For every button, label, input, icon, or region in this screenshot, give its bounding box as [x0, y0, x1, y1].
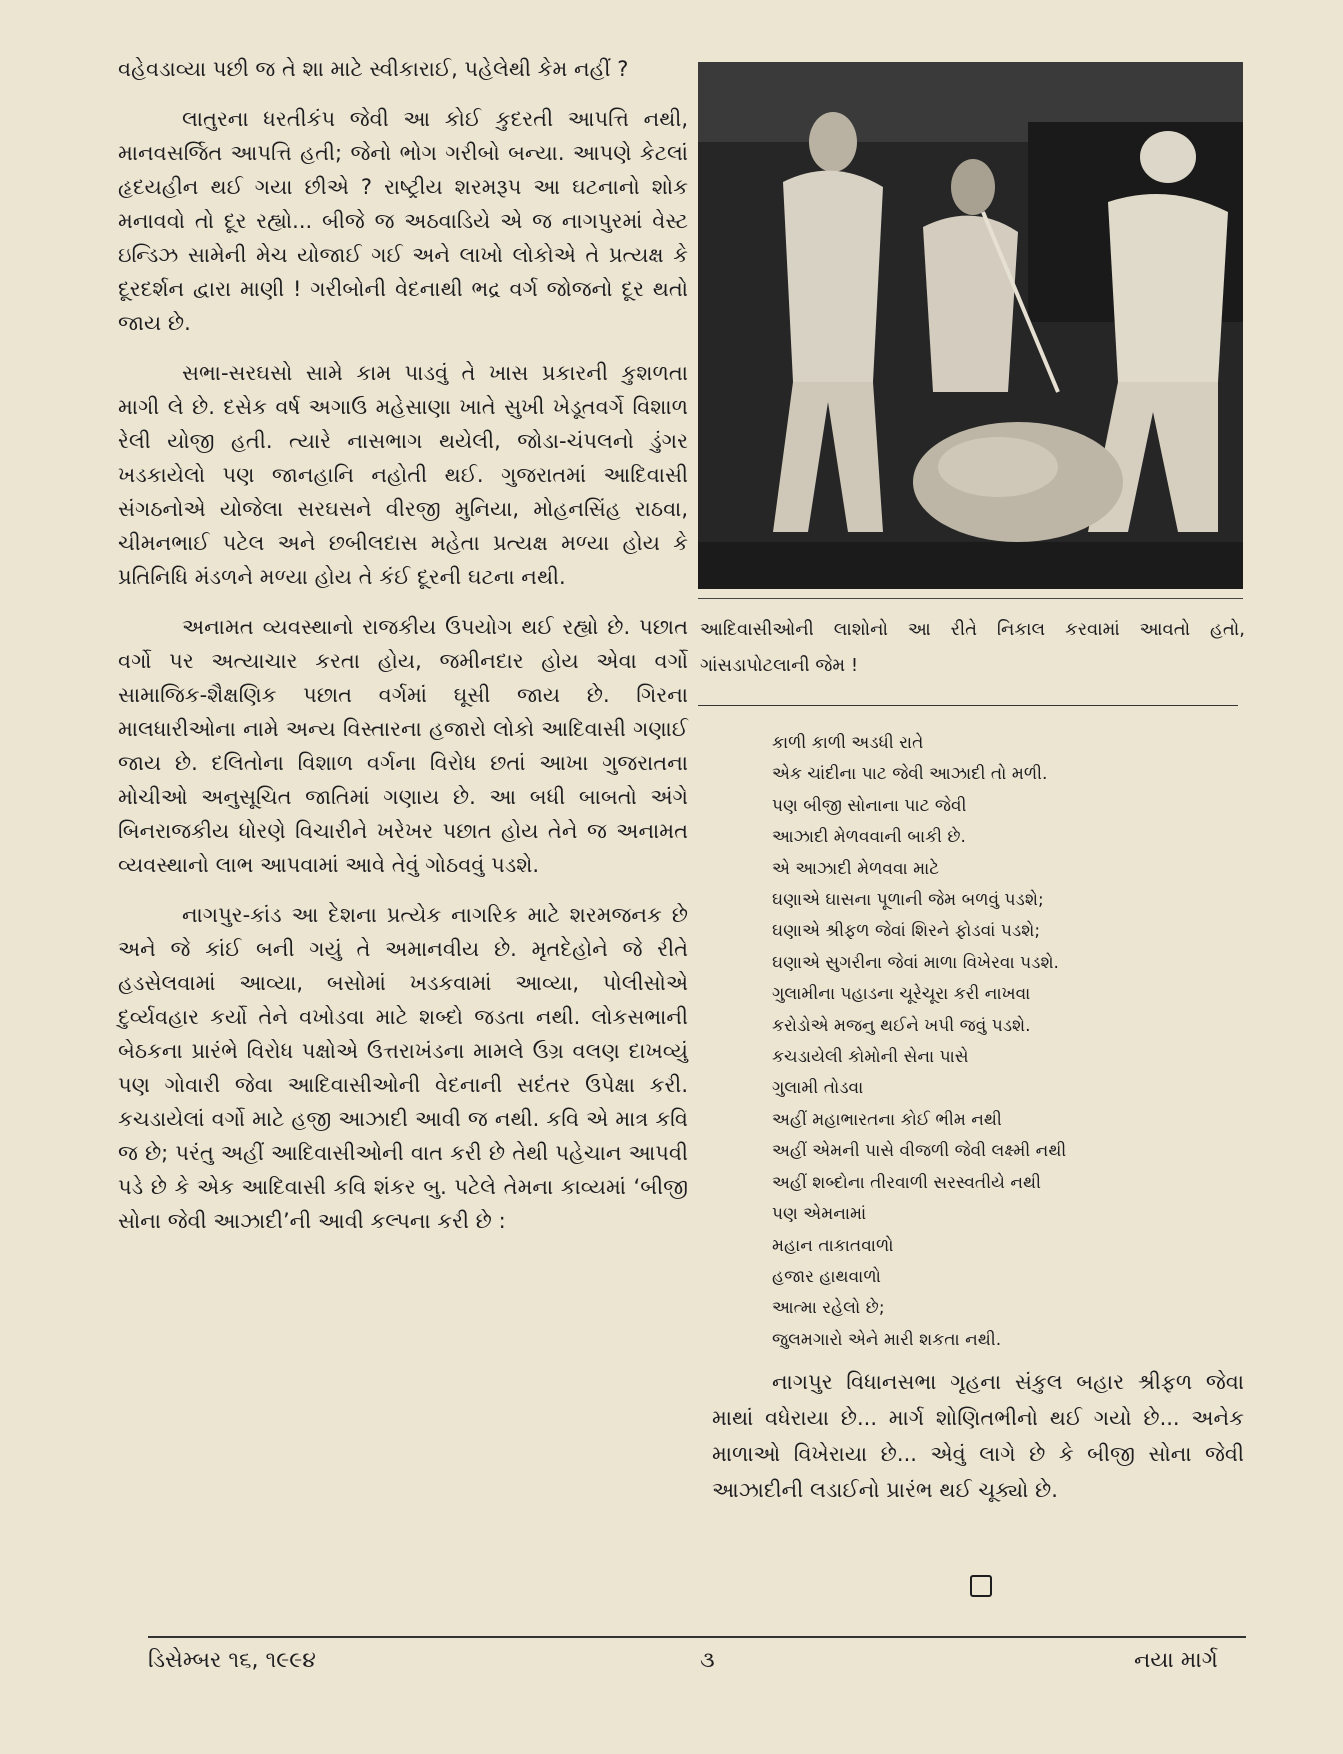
poem-line: પણ બીજી સોનાના પાટ જેવી	[772, 795, 967, 816]
news-photo	[698, 62, 1243, 589]
paragraph-nagpur-incident: નાગપુર-કાંડ આ દેશના પ્રત્યેક નાગરિક માટે શરમજનક છે અને જે કાંઈ બની ગયું તે અમાનવીય છે. મૃતદેહોને જે રીતે હડસેલવામાં આવ્યા, બસોમાં ખડકવામાં આવ્યા, પોલીસોએ દુર્વ્યવહાર કર્યો તેને વખોડવા માટે શબ્દો જડતા નથી. લોકસભાની બેઠકના પ્રારંભે વિરોધ પક્ષોએ ઉત્તરાખંડના મામલે ઉગ્ર વલણ દાખવ્યું પણ ગોવારી જેવા આદિવાસીઓની વેદનાની સદંતર ઉપેક્ષા કરી. કચડાયેલાં વર્ગો માટે હજી આઝાદી આવી જ નથી. કવિ એ માત્ર કવિ જ છે; પરંતુ અહીં આદિવાસીઓની વાત કરી છે તેથી પહેચાન આપવી પડે છે કે એક આદિવાસી કવિ શંકર બુ. પટેલે તેમના કાવ્યમાં ‘બીજી સોના જેવી આઝાદી’ની આવી કલ્પના કરી છે :	[118, 903, 688, 1233]
poem-line: મહાન તાકાતવાળો	[772, 1235, 894, 1256]
footer-date: ડિસેમ્બર ૧૬, ૧૯૯૪	[148, 1648, 316, 1673]
poem	[772, 728, 1242, 1356]
publication-name: નયા માર્ગ	[1134, 1648, 1218, 1673]
photo-police-carrying-bodies	[698, 62, 1243, 589]
poem-line: ઘણાએ શ્રીફળ જેવાં શિરને ફોડવાં પડશે;	[772, 921, 1041, 942]
paragraph-reservation: અનામત વ્યવસ્થાનો રાજકીય ઉપયોગ થઈ રહ્યો છે. પછાત વર્ગો પર અત્યાચાર કરતા હોય, જમીનદાર હોય એવા વર્ગો સામાજિક-શૈક્ષણિક પછાત વર્ગમાં ઘૂસી જાય છે. ગિરના માલધારીઓના નામે અન્ય વિસ્તારના હજારો લોકો આદિવાસી ગણાઈ જાય છે. દલિતોના વિશાળ વર્ગના વિરોધ છતાં આખા ગુજરાતના મોચીઓ અનુસૂચિત જાતિમાં ગણાય છે. આ બધી બાબતો અંગે બિનરાજકીય ધોરણે વિચારીને ખરેખર પછાત હોય તેને જ અનામત વ્યવસ્થાનો લાભ આપવામાં આવે તેવું ગોઠવવું પડશે.	[118, 615, 688, 877]
poem-line: એ આઝાદી મેળવવા માટે	[772, 858, 940, 879]
poem-line: એક ચાંદીના પાટ જેવી આઝાદી તો મળી.	[772, 764, 1048, 785]
poem-line: પણ એમનામાં	[772, 1204, 867, 1225]
poem-line: ગુલામીના પહાડના ચૂરેચૂરા કરી નાખવા	[772, 984, 1031, 1005]
poem-line: કાળી કાળી અડધી રાતે	[772, 733, 924, 753]
closing-paragraph: નાગપુર વિધાનસભા ગૃહના સંકુલ બહાર શ્રીફળ જેવા માથાં વધેરાયા છે... માર્ગ શોણિતભીનો થઈ ગયો છે... અનેક માળાઓ વિખેરાયા છે... એવું લાગે છે કે બીજી સોના જેવી આઝાદીની લડાઈનો પ્રારંભ થઈ ચૂક્યો છે.	[712, 1370, 1244, 1502]
poem-line: હજાર હાથવાળો	[772, 1266, 881, 1287]
poem-line: અહીં શબ્દોના તીરવાળી સરસ્વતીયે નથી	[772, 1172, 1041, 1193]
poem-line: જુલમગારો એને મારી શકતા નથી.	[772, 1329, 1002, 1350]
poem-line: અહીં મહાભારતના કોઈ ભીમ નથી	[772, 1109, 1002, 1130]
poem-line: કચડાયેલી કોમોની સેના પાસે	[772, 1047, 969, 1068]
caption-divider	[698, 705, 1238, 706]
article-end-mark-icon	[970, 1575, 992, 1597]
poem-line: આત્મા રહેલો છે;	[772, 1298, 885, 1319]
poem-line: કરોડોએ મજનુ થઈને ખપી જવું પડશે.	[772, 1015, 1031, 1036]
poem-line: અહીં એમની પાસે વીજળી જેવી લક્ષ્મી નથી	[772, 1141, 1067, 1162]
page-number: ૩	[700, 1648, 715, 1673]
footer-divider	[148, 1636, 1246, 1638]
left-column	[118, 52, 688, 1254]
poem-line: ઘણાએ સુગરીના જેવાં માળા વિખેરવા પડશે.	[772, 952, 1059, 973]
photo-caption: આદિવાસીઓની લાશોનો આ રીતે નિકાલ કરવામાં આવતો હતો, ગાંસડાપોટલાની જેમ !	[700, 619, 1245, 676]
poem-line: આઝાદી મેળવવાની બાકી છે.	[772, 827, 966, 848]
paragraph-continued: વહેવડાવ્યા પછી જ તે શા માટે સ્વીકારાઈ, પહેલેથી કેમ નહીં ?	[118, 57, 629, 81]
poem-line: ગુલામી તોડવા	[772, 1078, 864, 1099]
paragraph-latur-comparison: લાતુરના ધરતીકંપ જેવી આ કોઈ કુદરતી આપત્તિ નથી, માનવસર્જિત આપત્તિ હતી; જેનો ભોગ ગરીબો બન્યા. આપણે કેટલાં હૃદયહીન થઈ ગયા છીએ ? રાષ્ટ્રીય શરમરૂપ આ ઘટનાનો શોક મનાવવો તો દૂર રહ્યો... બીજે જ અઠવાડિયે એ જ નાગપુરમાં વેસ્ટ ઇન્ડિઝ સામેની મેચ યોજાઈ ગઈ અને લાખો લોકોએ તે પ્રત્યક્ષ કે દૂરદર્શન દ્વારા માણી ! ગરીબોની વેદનાથી ભદ્ર વર્ગ જોજનો દૂર થતો જાય છે.	[118, 107, 688, 335]
poem-line: ઘણાએ ઘાસના પૂળાની જેમ બળવું પડશે;	[772, 890, 1044, 911]
paragraph-rallies: સભા-સરઘસો સામે કામ પાડવું તે ખાસ પ્રકારની કુશળતા માગી લે છે. દસેક વર્ષ અગાઉ મહેસાણા ખાતે સુખી ખેડૂતવર્ગે વિશાળ રેલી યોજી હતી. ત્યારે નાસભાગ થયેલી, જોડા-ચંપલનો ડુંગર ખડકાયેલો પણ જાનહાનિ નહોતી થઈ. ગુજરાતમાં આદિવાસી સંગઠનોએ યોજેલા સરઘસને વીરજી મુનિયા, મોહનસિંહ રાઠવા, ચીમનભાઈ પટેલ અને છબીલદાસ મહેતા પ્રત્યક્ષ મળ્યા હોય કે પ્રતિનિધિ મંડળને મળ્યા હોય તે કંઈ દૂરની ઘટના નથી.	[118, 361, 688, 589]
photo-divider	[698, 598, 1243, 599]
